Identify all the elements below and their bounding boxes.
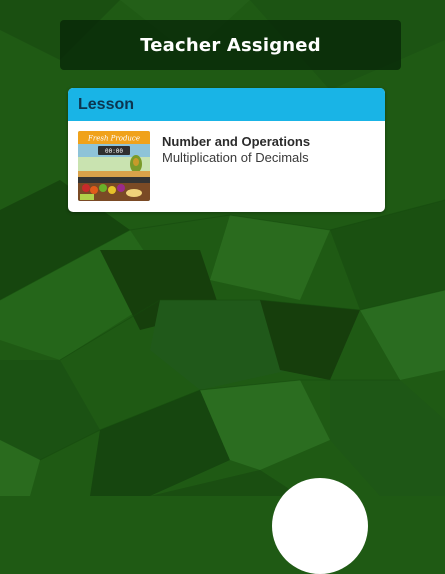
thumbnail-timer-text: 00:00 (104, 148, 124, 155)
card-body (68, 121, 385, 201)
lesson-subtitle: Multiplication of Decimals (162, 150, 309, 165)
card-type-label: Lesson (78, 95, 135, 113)
card-text (162, 131, 310, 201)
section-title: Teacher Assigned (140, 34, 321, 56)
thumbnail-banner-text: Fresh Produce (88, 134, 140, 143)
action-button[interactable] (272, 478, 368, 574)
card-type-header (68, 88, 385, 121)
lesson-thumbnail-image (78, 131, 150, 201)
lesson-title: Number and Operations (162, 134, 311, 149)
section-header (60, 20, 401, 70)
lesson-thumbnail (78, 131, 150, 201)
lesson-card[interactable] (68, 88, 385, 212)
